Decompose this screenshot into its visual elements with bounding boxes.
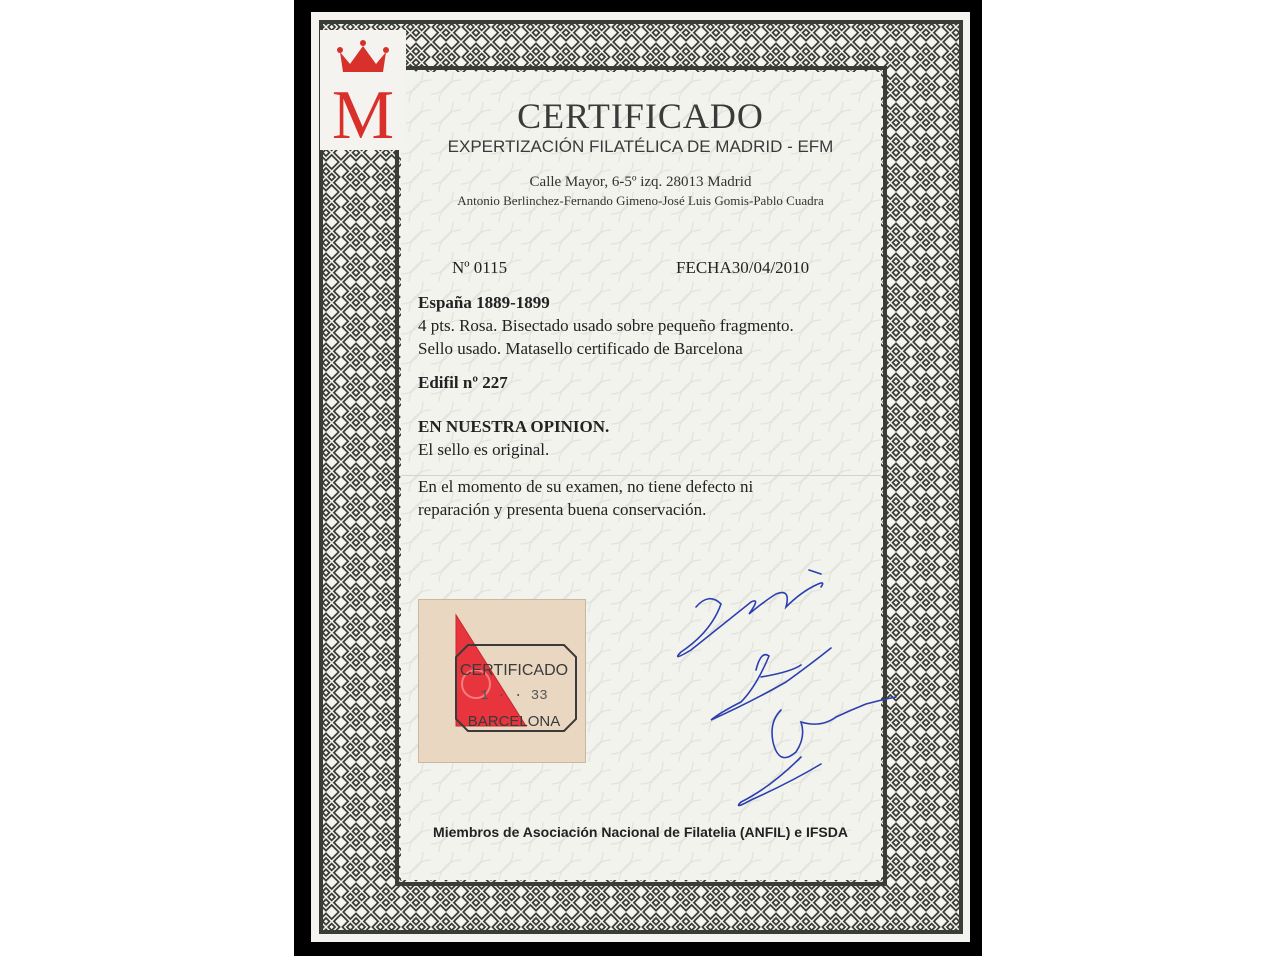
stamp-description-line-2: Sello usado. Matasello certificado de Barcelona [418,339,743,358]
issuer-address: Calle Mayor, 6-5º izq. 28013 Madrid [529,174,752,190]
postmark-line-1: CERTIFICADO [459,662,569,679]
stamp-description-line-1: 4 pts. Rosa. Bisectado usado sobre pequeño fragmento. [418,316,794,335]
expert-names: Antonio Berlinchez-Fernando Gimeno-José Luis Gomis-Pablo Cuadra [457,193,824,208]
country-period: España 1889-1899 [418,293,550,312]
certificate-sheet [311,12,970,942]
exam-text-line-2: reparación y presenta buena conservación. [418,500,707,519]
expert-signatures [651,552,901,832]
stamp-fragment-photo [418,599,586,763]
postmark-line-2: BARCELONA [467,713,561,730]
opinion-heading: EN NUESTRA OPINION. [418,417,610,436]
fold-line [401,475,881,476]
exam-text-line-1: En el momento de su examen, no tiene defecto ni [418,477,754,496]
certificate-issuer: EXPERTIZACIÓN FILATÉLICA DE MADRID - EFM [447,137,834,156]
opinion-text: El sello es original. [418,440,550,459]
membership-footer: Miembros de Asociación Nacional de Filatelia (ANFIL) e IFSDA [433,824,848,840]
certificate-title: CERTIFICADO [517,96,764,136]
logo-letter: M [331,77,395,150]
catalog-number: Edifil nº 227 [418,373,508,392]
svg-text:1 · · 33: 1 · · 33 [480,688,548,704]
certificate-number: Nº 0115 [452,258,508,277]
certificate-date: FECHA30/04/2010 [676,258,810,277]
